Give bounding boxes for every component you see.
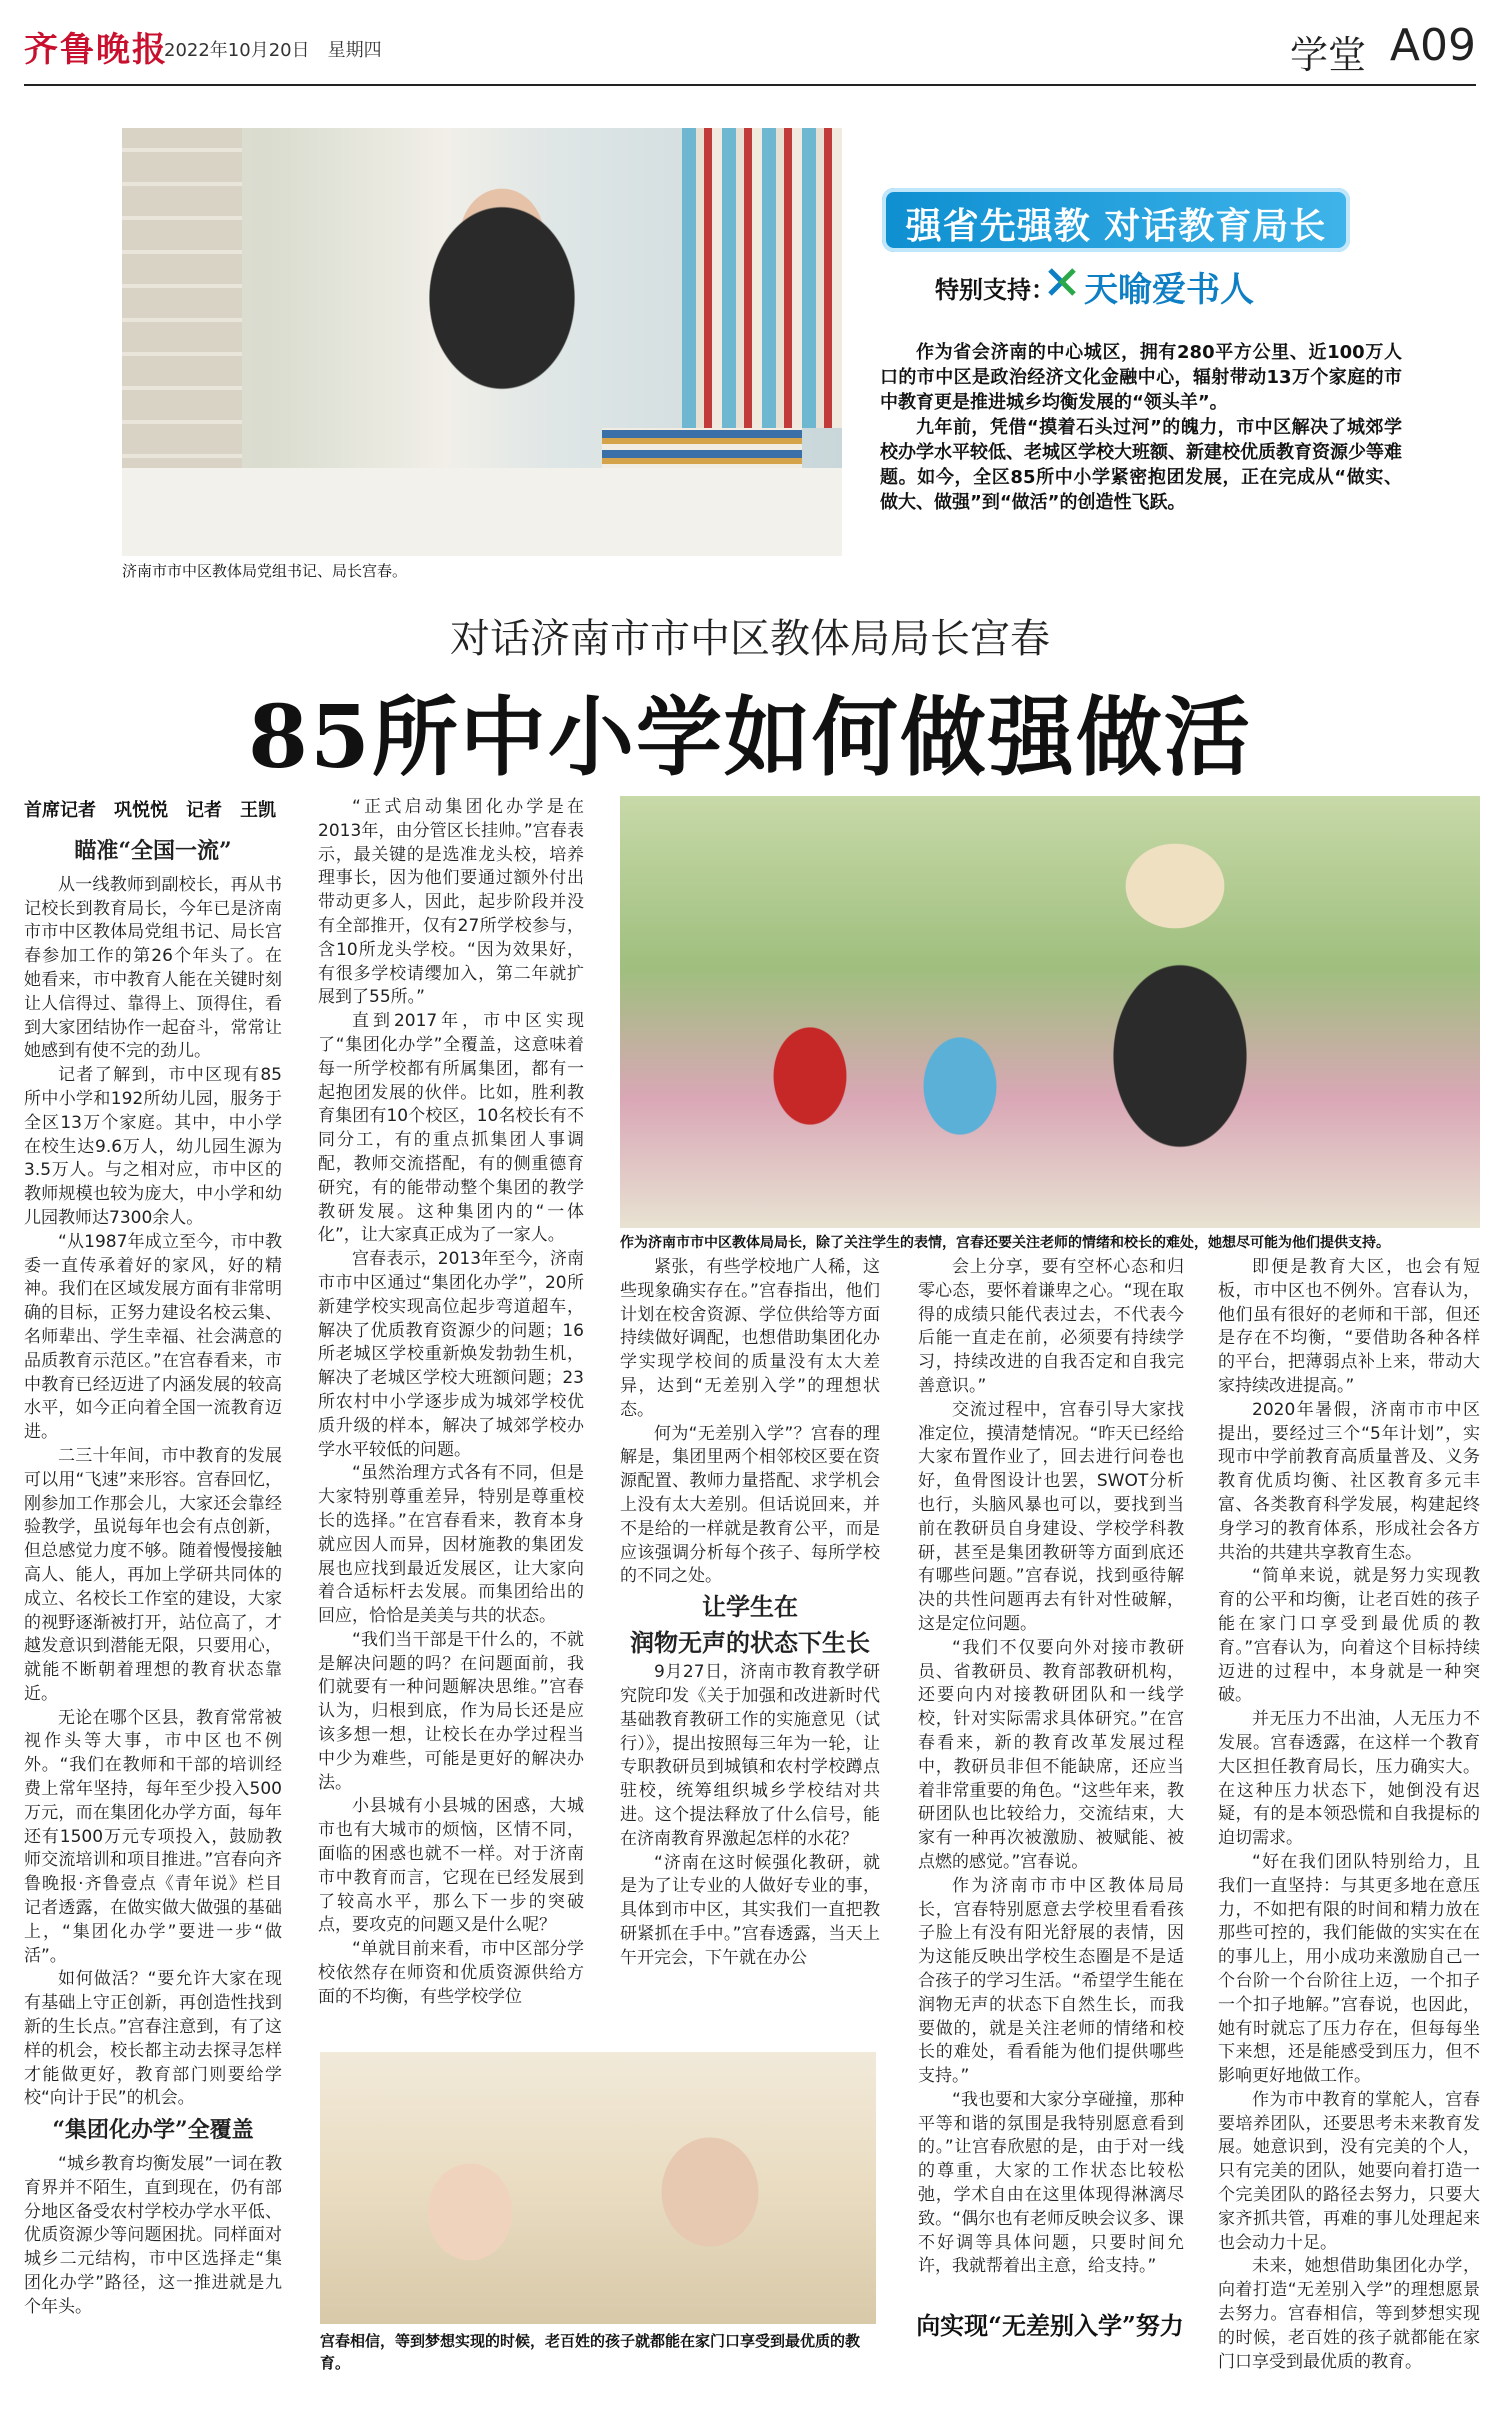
paragraph: 会上分享，要有空杯心态和归零心态，要怀着谦卑之心。“现在取得的成绩只能代表过去，不代表今后能一直走在前，必须要有持续学习，持续改进的自我否定和自我完善意识。” [918,1257,1184,1396]
sponsor-label: 特别支持： [935,276,1055,304]
portrait-photo [122,128,842,556]
sponsor-logo-icon [1046,266,1078,298]
paragraph: 宫春表示，2013年至今，济南市市中区通过“集团化办学”，20所新建学校实现高位起步弯道超车，解决了优质教育资源少的问题；16所老城区学校重新焕发勃勃生机，解决了老城区学校大班额问题；23所农村中小学逐步成为城郊学校优质升级的样本，解决了城郊学校办学水平较低的问题。 [318,1249,584,1460]
paragraph: 小县城有小县城的困惑，大城市也有大城市的烦恼，区情不同，面临的困惑也就不一样。对于济南市中教育而言，它现在已经发展到了较高水平，那么下一步的突破点，要攻克的问题又是什么呢？ [318,1796,584,1936]
paragraph: 直到2017年，市中区实现了“集团化办学”全覆盖，这意味着每一所学校都有所属集团，都有一起抱团发展的伙伴。比如，胜利教育集团有10个校区，10名校长有不同分工，有的重点抓集团人事调配，教师交流搭配，有的侧重德育研究，有的能带动整个集团的教学教研发展。这种集团内的“一体化”，让大家真正成为了一家人。 [318,1011,584,1246]
paragraph: “我也要和大家分享碰撞，那种平等和谐的氛围是我特别愿意看到的。”让宫春欣慰的是，由于对一线的尊重，大家的工作状态比较松弛，学术自由在这里体现得淋漓尽致。“偶尔也有老师反映会议多、课不好调等具体问题，只要时间允许，我就帮着出主意，给支持。” [918,2089,1184,2277]
section-heading: 让学生在 [702,1592,798,1622]
paragraph: “我们不仅要向外对接市教研员、省教研员、教育部教研机构，还要向内对接教研团队和一线学校，针对实际需求具体研究。”在宫春看来，新的教育改革发展过程中，教研员非但不能缺席，还应当着非常重要的角色。“这些年来，教研团队也比较给力，交流结束，大家有一种再次被激励、被赋能、被点燃的感觉。”宫春说。 [918,1637,1184,1872]
paragraph: 2020年暑假，济南市市中区提出，要经过三个“5年计划”，实现市中学前教育高质量普及、义务教育优质均衡、社区教育多元丰富、各类教育科学发展，构建起终身学习的教育体系，形成社会各方共治的共建共享教育生态。 [1218,1399,1480,1563]
column-banner [882,188,1350,252]
paragraph: 9月27日，济南市教育教学研究院印发《关于加强和改进新时代基础教育教研工作的实施意见（试行）》，提出按照每三年为一轮，让专职教研员到城镇和农村学校蹲点驻校，统筹组织城乡学校结对共进。这个提法释放了什么信号，能在济南教育界激起怎样的水花？ [620,1662,880,1849]
paragraph: “虽然治理方式各有不同，但是大家特别尊重差异，特别是尊重校长的选择。”在宫春看来，教育本身就应因人而异，因材施教的集团发展也应找到最近发展区，让大家向着合适标杆去发展。而集团给出的回应，恰恰是美美与共的状态。 [318,1463,584,1627]
section-heading: “集团化办学”全覆盖 [52,2117,254,2144]
intro-paragraph: 作为省会济南的中心城区，拥有280平方公里、近100万人口的市中区是政治经济文化金融中心，辐射带动13万个家庭的市中教育更是推进城乡均衡发展的“领头羊”。 [880,342,1402,413]
article-column-5 [1218,1256,1480,2374]
section-heading: 瞄准“全国一流” [74,838,232,864]
classroom-photo-caption: 作为济南市市中区教体局局长，除了关注学生的表情，宫春还要关注老师的情绪和校长的难处，她想尽可能为他们提供支持。 [620,1235,1390,1251]
paragraph: 作为济南市市中区教体局局长，宫春特别愿意去学校里看看孩子脸上有没有阳光舒展的表情，因为这能反映出学校生态圈是不是适合孩子的学习生活。“希望学生能在润物无声的状态下自然生长，而我要做的，就是关注老师的情绪和校长的难处，看看能为他们提供哪些支持。” [918,1875,1184,2087]
paragraph: 即便是教育大区，也会有短板，市中区也不例外。宫春认为，他们虽有很好的老师和干部，但还是存在不均衡，“要借助各种各样的平台，把薄弱点补上来，带动大家持续改进提高。” [1218,1257,1480,1396]
paragraph: 无论在哪个区县，教育常常被视作头等大事，市中区也不例外。“我们在教师和干部的培训经费上常年坚持，每年至少投入500万元，而在集团化办学方面，每年还有1500万元专项投入，鼓励教师交流培训和项目推进。”宫春向齐鲁晚报·齐鲁壹点《青年说》栏目记者透露，在做实做大做强的基础上，“集团化办学”要进一步“做活”。 [24,1707,282,1966]
classroom-photo [620,796,1480,1228]
paragraph: “好在我们团队特别给力，且我们一直坚持：与其更多地在意压力，不如把有限的时间和精力放在那些可控的，我们能做的实实在在的事儿上，用小成功来激励自己一个台阶一个台阶往上迈，一个扣子一个扣子地解。”宫春说，也因此，她有时就忘了压力存在，但每每坐下来想，还是能感受到压力，但不影响更好地做工作。 [1218,1851,1480,2087]
portrait-caption: 济南市市中区教体局党组书记、局长宫春。 [122,562,408,580]
paragraph: 交流过程中，宫春引导大家找准定位，摸清楚情况。“昨天已经给大家布置作业了，回去进行问卷也好，鱼骨图设计也罢，SWOT分析也行，头脑风暴也可以，要找到当前在教研员自身建设、学校学科教研，甚至是集团教研等方面到底还有哪些问题。”宫春说，找到亟待解决的共性问题再去有针对性破解，这是定位问题。 [918,1399,1184,1634]
paragraph: 紧张，有些学校地广人稀，这些现象确实存在。”宫春指出，他们计划在校舍资源、学位供给等方面持续做好调配，也想借助集团化办学实现学校间的质量没有太大差异，达到“无差别入学”的理想状态。 [620,1257,880,1420]
intro-lead [880,340,1402,515]
masthead [24,14,1476,86]
page-number: A09 [1389,20,1476,71]
paragraph: 并无压力不出油，人无压力不发展。宫春透露，在这样一个教育大区担任教育局长，压力确实大。在这种压力状态下，她倒没有迟疑，有的是本领恐慌和自我提标的迫切需求。 [1218,1709,1480,1849]
byline: 首席记者 巩悦悦 记者 王凯 [24,800,276,821]
column-title: 强省先强教 对话教育局长 [905,206,1327,247]
intro-paragraph: 九年前，凭借“摸着石头过河”的魄力，市中区解决了城郊学校办学水平较低、老城区学校大班额、新建校优质教育资源少等难题。如今，全区85所中小学紧密抱团发展，正在完成从“做实、做大、做强”到“做活”的创造性飞跃。 [880,417,1402,513]
article-column-4 [918,1256,1184,2279]
paragraph: “单就目前来看，市中区部分学校依然存在师资和优质资源供给方面的不均衡，有些学校学位 [318,1939,584,2007]
paragraph: 从一线教师到副校长，再从书记校长到教育局长，今年已是济南市市中区教体局党组书记、局长宫春参加工作的第26个年头了。在她看来，市中教育人能在关键时刻让人信得过、靠得上、顶得住，看到大家团结协作一起奋斗，常常让她感到有使不完的劲儿。 [24,874,282,1062]
newspaper-logo: 齐鲁晚报 [24,30,168,70]
paragraph: 二三十年间，市中教育的发展可以用“飞速”来形容。宫春回忆，刚参加工作那会儿，大家还会靠经验教学，虽说每年也会有点创新，但总感觉力度不够。随着慢慢接触高人、能人，再加上学研共同体的成立、名校长工作室的建设，大家的视野逐渐被打开，站位高了，才越发意识到潜能无限，只要用心，就能不断朝着理想的教育状态靠近。 [24,1445,282,1704]
paragraph: 何为“无差别入学”？宫春的理解是，集团里两个相邻校区要在资源配置、教师力量搭配、求学机会上没有太大差别。但话说回来，并不是给的一样就是教育公平，而是应该强调分析每个孩子、每所学校的不同之处。 [620,1423,880,1587]
paragraph: 作为市中教育的掌舵人，宫春要培养团队，还要思考未来教育发展。她意识到，没有完美的个人，只有完美的团队，她要向着打造一个完美团队的路径去努力，只要大家齐抓共管，再难的事儿处理起来也会动力十足。 [1218,2089,1480,2253]
paragraph: “城乡教育均衡发展”一词在教育界并不陌生，直到现在，仍有部分地区备受农村学校办学水平低、优质资源少等问题困扰。同样面对城乡二元结构，市中区选择走“集团化办学”路径，这一推进就是九个年头。 [24,2154,282,2317]
paragraph: 记者了解到，市中区现有85所中小学和192所幼儿园，服务于全区13万个家庭。其中，中小学在校生达9.6万人，幼儿园生源为3.5万人。与之相对应，市中区的教师规模也较为庞大，中小学和幼儿园教师达7300余人。 [24,1065,282,1228]
article-column-3 [620,1256,880,1971]
paragraph: “我们当干部是干什么的，不就是解决问题的吗？在问题面前，我们就要有一种问题解决思维。”宫春认为，归根到底，作为局长还是应该多想一想，让校长在办学过程当中少为难些，可能是更好的解决办法。 [318,1629,584,1793]
kindergarten-photo [320,2052,876,2324]
section-heading: 向实现“无差别入学”努力 [916,2311,1184,2340]
paragraph: 如何做活？“要允许大家在现有基础上守正创新，再创造性找到新的生长点。”宫春注意到，有了这样的机会，校长都主动去探寻怎样才能做更好，教育部门则要给学校“向计于民”的机会。 [24,1969,282,2109]
article-column-2 [318,796,584,2010]
sponsor-name: 天喻爱书人 [1084,270,1254,310]
section-heading: 润物无声的状态下生长 [630,1628,870,1658]
paragraph: “从1987年成立至今，市中教委一直传承着好的家风，好的精神。我们在区域发展方面有非常明确的目标，正努力建设名校云集、名师辈出、学生幸福、社会满意的品质教育示范区。”在宫春看来，市中教育已经迈进了内涵发展的较高水平，如今正向着全国一流教育迈进。 [24,1231,282,1443]
kindergarten-photo-caption: 宫春相信，等到梦想实现的时候，老百姓的孩子就都能在家门口享受到最优质的教育。 [320,2332,861,2372]
article-column-1 [24,832,282,2320]
paragraph: “正式启动集团化办学是在2013年，由分管区长挂帅。”宫春表示，最关键的是选准龙头校，培养理事长，因为他们要通过额外付出带动更多人，因此，起步阶段并没有全部推开，仅有27所学校参与，含10所龙头学校。“因为效果好，有很多学校请缨加入，第二年就扩展到了55所。” [318,797,584,1008]
paragraph: 未来，她想借助集团化办学，向着打造“无差别入学”的理想愿景去努力。宫春相信，等到梦想实现的时候，老百姓的孩子就都能在家门口享受到最优质的教育。 [1218,2256,1480,2372]
paragraph: “济南在这时候强化教研，就是为了让专业的人做好专业的事，具体到市中区，其实我们一直把教研紧抓在手中。”宫春透露，当天上午开完会，下午就在办公 [620,1852,880,1968]
paragraph: “简单来说，就是努力实现教育的公平和均衡，让老百姓的孩子能在家门口享受到最优质的教育。”宫春认为，向着这个目标持续迈进的过程中，本身就是一种突破。 [1218,1566,1480,1706]
article-title: 85所中小学如何做强做活 [248,687,1252,788]
issue-date: 2022年10月20日 星期四 [164,40,382,61]
section-name: 学堂 [1289,33,1366,77]
article-subtitle: 对话济南市市中区教体局局长宫春 [450,616,1050,662]
